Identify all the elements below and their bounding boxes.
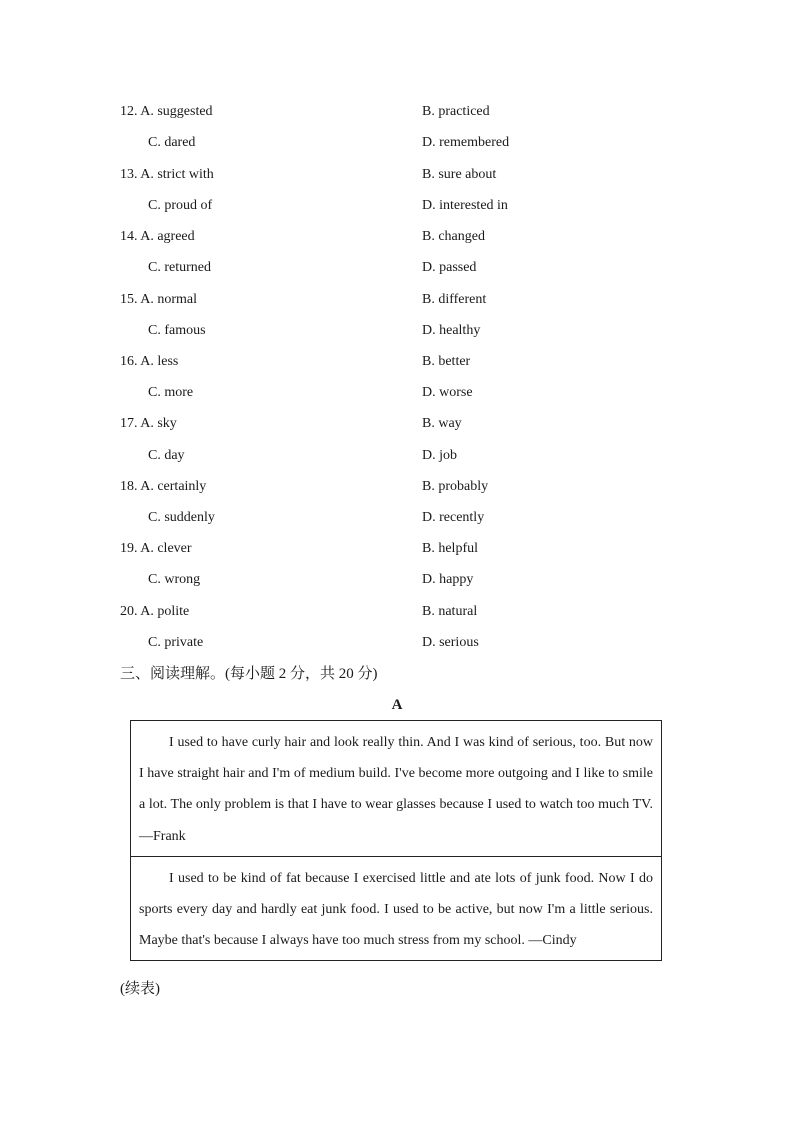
option-b: B. different — [422, 292, 487, 307]
section-title: 三、阅读理解。(每小题 2 分，共 20 分) — [120, 666, 378, 682]
question-14-row-1 — [0, 227, 794, 247]
option-a: 17. A. sky — [120, 416, 177, 431]
passage-label: A — [391, 697, 403, 713]
option-b: B. probably — [422, 479, 489, 494]
option-d: D. job — [422, 448, 457, 463]
option-c: C. wrong — [148, 572, 201, 587]
option-c: C. more — [148, 385, 194, 400]
passage-frank — [131, 721, 661, 856]
option-d: D. serious — [422, 635, 479, 650]
question-16-row-2 — [0, 383, 794, 403]
option-a: 15. A. normal — [120, 292, 197, 307]
option-d: D. interested in — [422, 198, 508, 213]
question-17-row-1 — [0, 414, 794, 434]
option-c: C. proud of — [148, 198, 213, 213]
option-a: 16. A. less — [120, 354, 179, 369]
option-c: C. private — [148, 635, 204, 650]
option-b: B. natural — [422, 604, 478, 619]
option-c: C. famous — [148, 323, 206, 338]
option-a: 18. A. certainly — [120, 479, 207, 494]
option-d: D. healthy — [422, 323, 481, 338]
passage-frank-text: I used to have curly hair and look really thin. And I was kind of serious, too. But now I have straight hair and I'm of medium build. I've become more outgoing and I like to smile a lot. The only problem is that I have to wear glasses because I used to watch too much TV. —Frank — [139, 735, 653, 844]
passage-cindy — [131, 856, 661, 961]
option-b: B. way — [422, 416, 462, 431]
question-19-row-1 — [0, 539, 794, 559]
question-16-row-1 — [0, 352, 794, 372]
option-b: B. helpful — [422, 541, 478, 556]
option-b: B. changed — [422, 229, 485, 244]
question-20-row-2 — [0, 633, 794, 653]
question-12-row-2 — [0, 133, 794, 153]
option-d: D. passed — [422, 260, 477, 275]
option-a: 13. A. strict with — [120, 167, 214, 182]
passage-cindy-text: I used to be kind of fat because I exercised little and ate lots of junk food. Now I do sports every day and hardly eat junk food. I used to be active, but now I'm a little serious. Maybe that's because I always have too much stress from my school. —Cindy — [139, 870, 653, 949]
question-14-row-2 — [0, 258, 794, 278]
question-13-row-1 — [0, 165, 794, 185]
question-15-row-1 — [0, 290, 794, 310]
option-b: B. practiced — [422, 104, 490, 119]
option-c: C. day — [148, 448, 185, 463]
option-b: B. better — [422, 354, 471, 369]
question-13-row-2 — [0, 196, 794, 216]
reading-table — [130, 720, 662, 961]
question-12-row-1 — [0, 102, 794, 122]
option-b: B. sure about — [422, 167, 497, 182]
option-a: 19. A. clever — [120, 541, 192, 556]
question-15-row-2 — [0, 321, 794, 341]
option-d: D. recently — [422, 510, 485, 525]
option-c: C. dared — [148, 135, 196, 150]
option-a: 20. A. polite — [120, 604, 190, 619]
question-20-row-1 — [0, 602, 794, 622]
option-a: 12. A. suggested — [120, 104, 213, 119]
option-d: D. worse — [422, 385, 473, 400]
question-17-row-2 — [0, 446, 794, 466]
option-c: C. suddenly — [148, 510, 215, 525]
question-18-row-2 — [0, 508, 794, 528]
option-c: C. returned — [148, 260, 211, 275]
option-d: D. happy — [422, 572, 474, 587]
question-18-row-1 — [0, 477, 794, 497]
option-a: 14. A. agreed — [120, 229, 195, 244]
option-d: D. remembered — [422, 135, 510, 150]
question-19-row-2 — [0, 570, 794, 590]
continued-label: (续表) — [120, 981, 160, 997]
